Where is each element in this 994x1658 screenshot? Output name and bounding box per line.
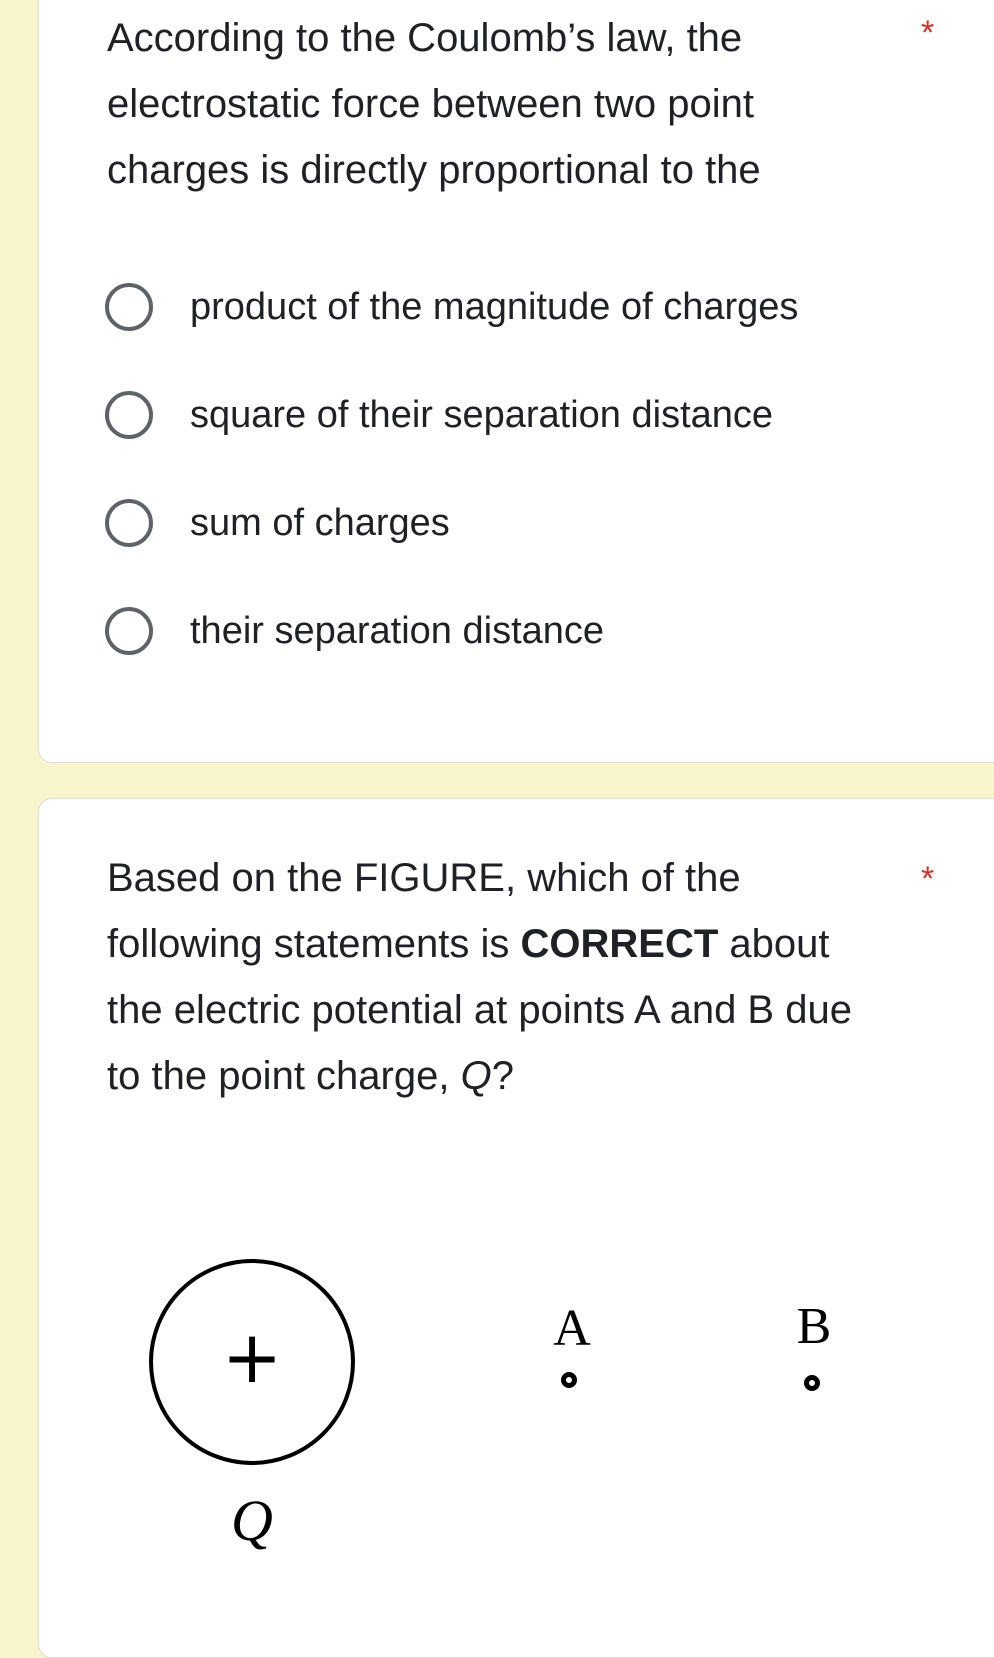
question-card-electric-potential	[38, 798, 994, 1658]
option-label: square of their separation distance	[190, 393, 774, 436]
question-variable: Q	[460, 1054, 492, 1098]
option-label: sum of charges	[190, 501, 450, 544]
charge-label: Q	[231, 1488, 273, 1553]
question-text-end: ?	[491, 1054, 514, 1098]
question-text: According to the Coulomb’s law, the electrostatic force between two point charges is directly proportional to the	[107, 16, 761, 192]
point-a-dot	[561, 1372, 577, 1388]
point-b-dot	[804, 1375, 820, 1391]
option-separation-distance[interactable]	[105, 601, 604, 661]
question-emphasis: CORRECT	[520, 922, 719, 966]
option-label: their separation distance	[190, 609, 605, 652]
question-card-coulomb	[38, 0, 994, 763]
question-text-part: Based on the FIGURE, which of the following statements is	[107, 856, 741, 966]
point-b-label: B	[796, 1298, 832, 1355]
radio-button[interactable]	[105, 283, 153, 331]
positive-sign: +	[221, 1315, 283, 1399]
radio-button[interactable]	[105, 607, 153, 655]
point-a-label: A	[553, 1300, 591, 1357]
option-label: product of the magnitude of charges	[190, 285, 799, 328]
required-asterisk: *	[921, 860, 935, 898]
question-text	[107, 845, 892, 1109]
radio-button[interactable]	[105, 391, 153, 439]
option-product-of-charges[interactable]	[105, 277, 798, 337]
radio-button[interactable]	[105, 499, 153, 547]
question-text-part: about the electric potential at points A and B due to the point charge,	[107, 922, 852, 1098]
point-charge-figure	[139, 1259, 899, 1599]
required-asterisk: *	[921, 14, 935, 52]
option-square-of-distance[interactable]	[105, 385, 773, 445]
option-sum-of-charges[interactable]	[105, 493, 450, 553]
